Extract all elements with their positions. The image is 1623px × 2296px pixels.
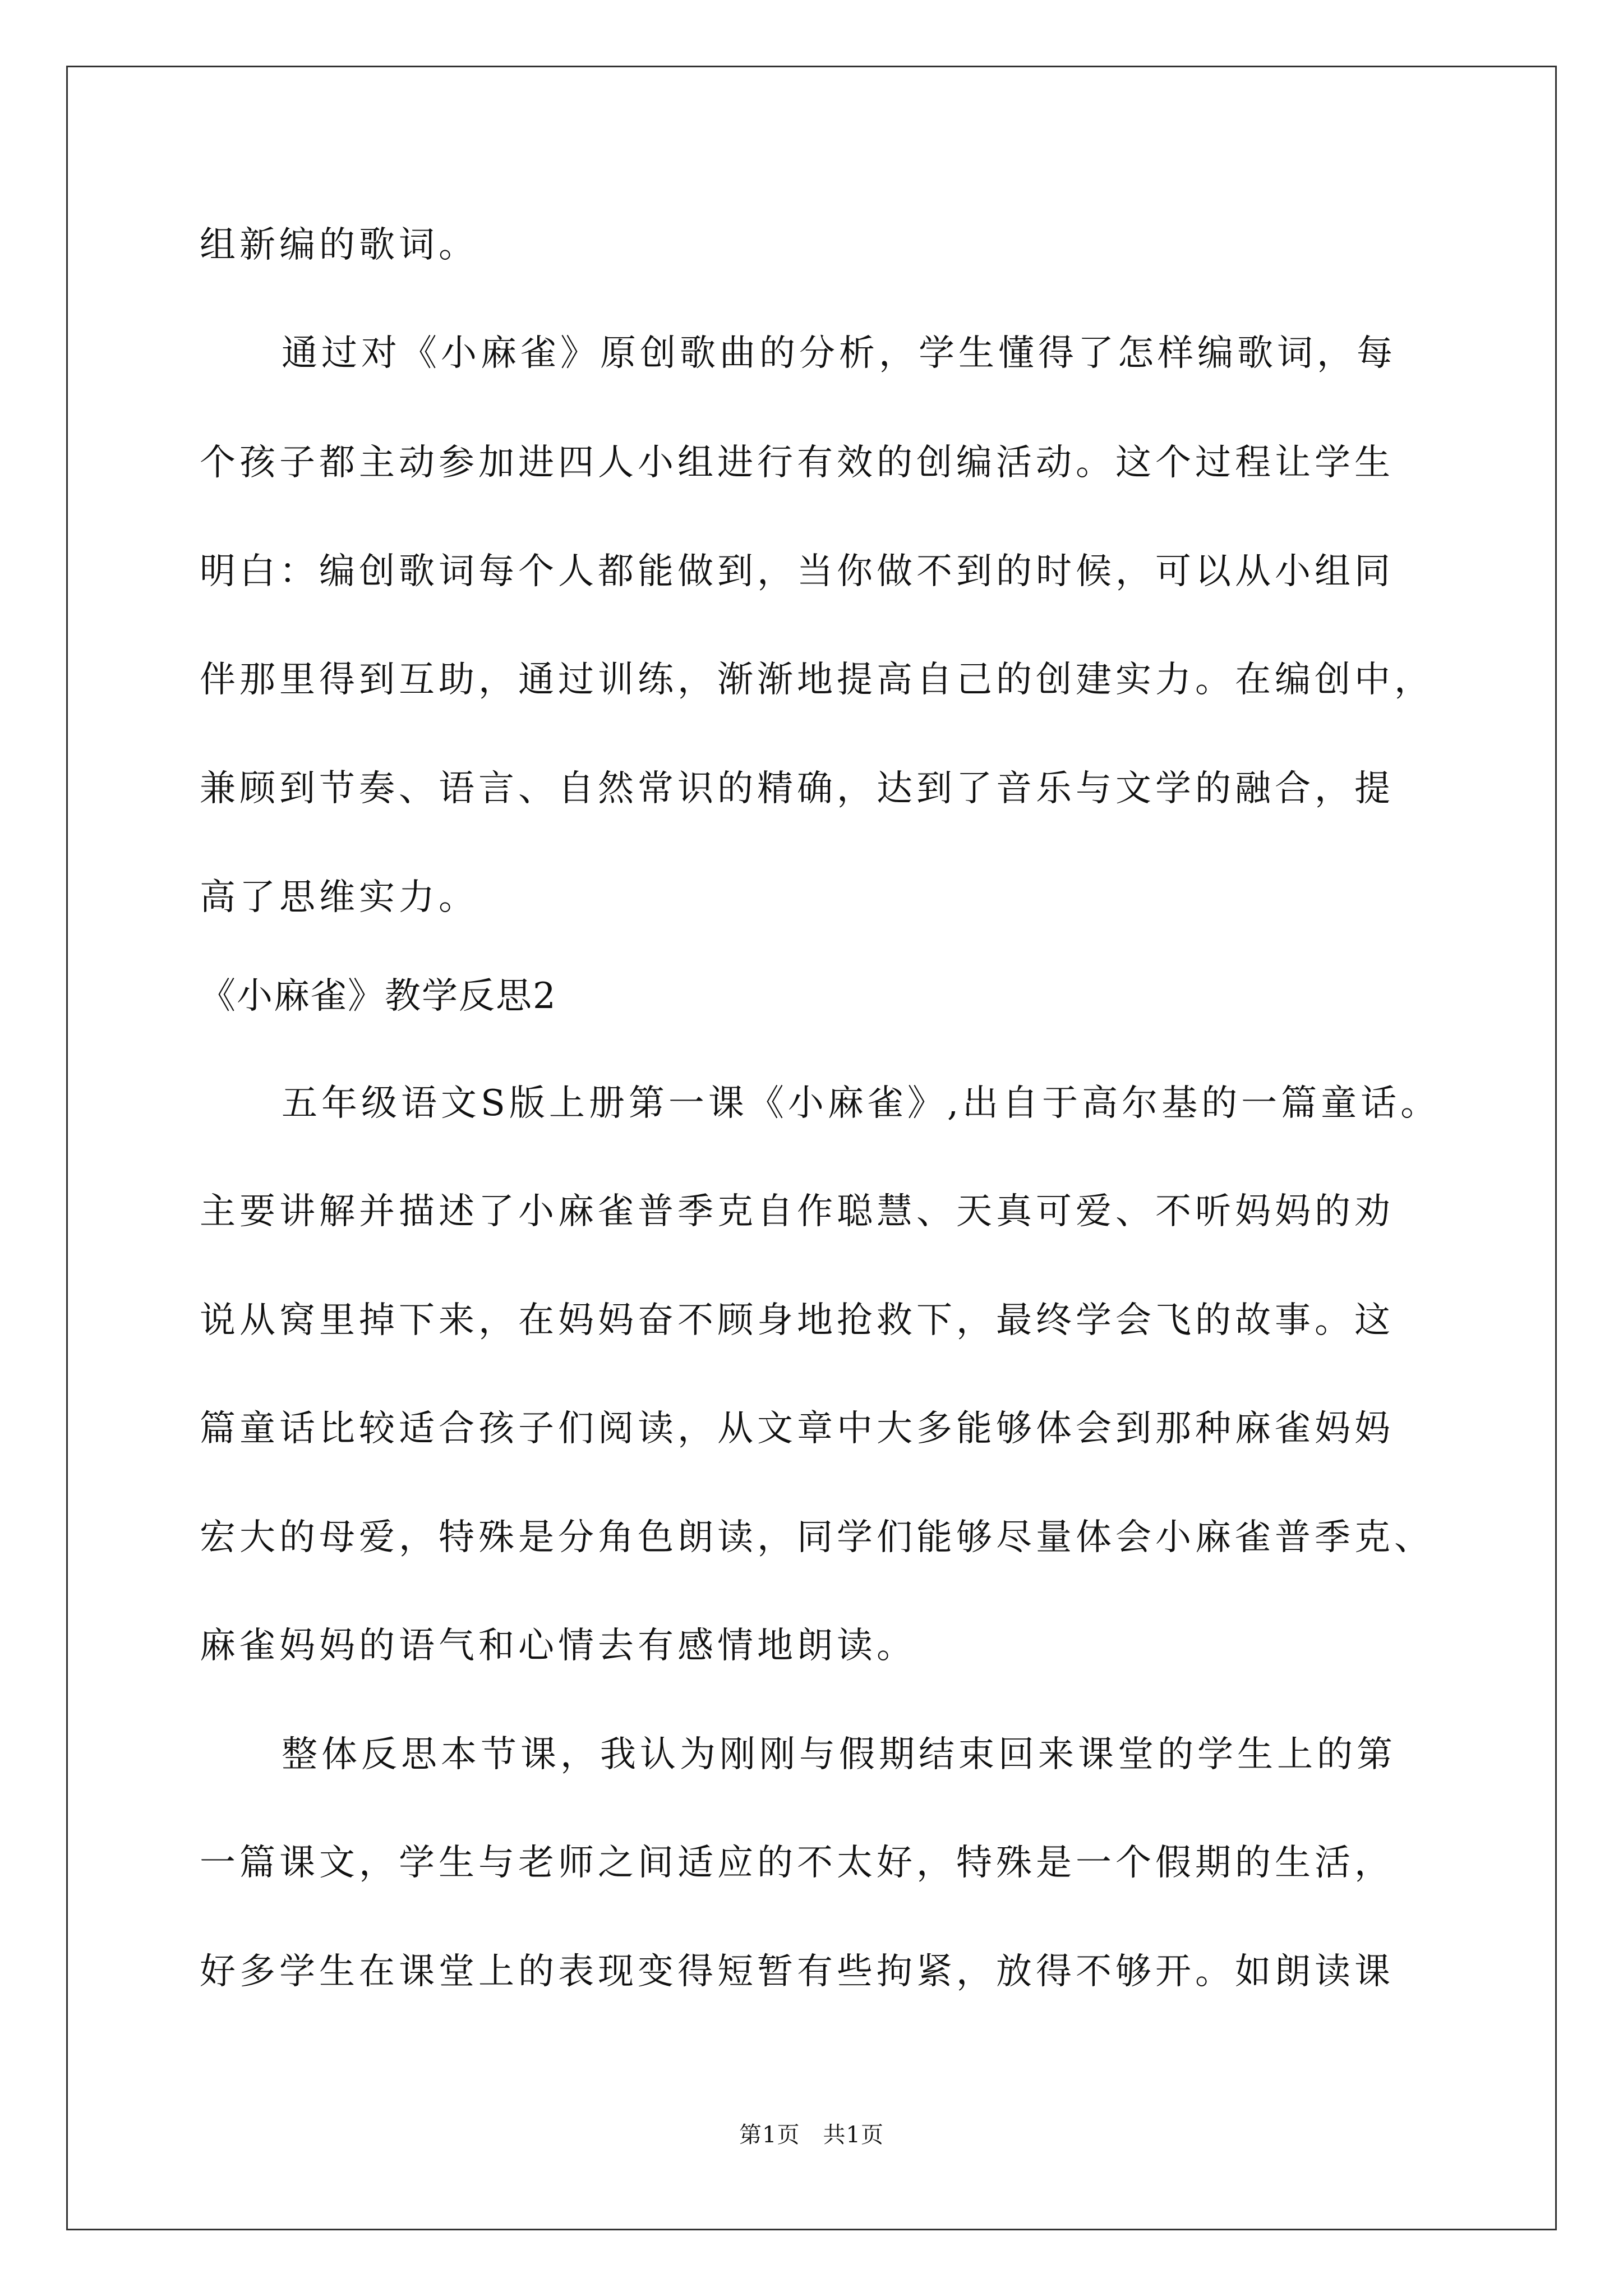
text-line: 篇童话比较适合孩子们阅读，从文章中大多能够体会到那种麻雀妈妈 xyxy=(200,1408,1394,1450)
text-line: 整体反思本节课，我认为刚刚与假期结束回来课堂的学生上的第 xyxy=(282,1734,1396,1775)
text-line: 兼顾到节奏、语言、自然常识的精确，达到了音乐与文学的融合，提 xyxy=(200,768,1394,809)
page-footer: 第1页 共1页 xyxy=(739,2122,884,2148)
text-line: 组新编的歌词。 xyxy=(200,224,478,266)
text-line: 主要讲解并描述了小麻雀普季克自作聪慧、天真可爱、不听妈妈的劝 xyxy=(200,1191,1394,1232)
text-line: 个孩子都主动参加进四人小组进行有效的创编活动。这个过程让学生 xyxy=(200,442,1394,484)
section-heading: 《小麻雀》教学反思2 xyxy=(200,976,557,1017)
page-border xyxy=(66,66,1557,2230)
text-line: 好多学生在课堂上的表现变得短暂有些拘紧，放得不够开。如朗读课 xyxy=(200,1951,1394,1993)
text-line: 伴那里得到互助，通过训练，渐渐地提高自己的创建实力。在编创中， xyxy=(200,659,1434,701)
text-line: 麻雀妈妈的语气和心情去有感情地朗读。 xyxy=(200,1625,916,1667)
text-line: 说从窝里掉下来，在妈妈奋不顾身地抢救下，最终学会飞的故事。这 xyxy=(200,1300,1394,1341)
text-line: 高了思维实力。 xyxy=(200,877,478,918)
text-line: 明白：编创歌词每个人都能做到，当你做不到的时候，可以从小组同 xyxy=(200,551,1394,592)
text-line: 五年级语文S版上册第一课《小麻雀》,出自于高尔基的一篇童话。 xyxy=(282,1083,1441,1124)
text-line: 宏大的母爱，特殊是分角色朗读，同学们能够尽量体会小麻雀普季克、 xyxy=(200,1517,1434,1558)
text-line: 通过对《小麻雀》原创歌曲的分析，学生懂得了怎样编歌词，每 xyxy=(282,333,1396,374)
text-line: 一篇课文，学生与老师之间适应的不太好，特殊是一个假期的生活， xyxy=(200,1842,1394,1884)
